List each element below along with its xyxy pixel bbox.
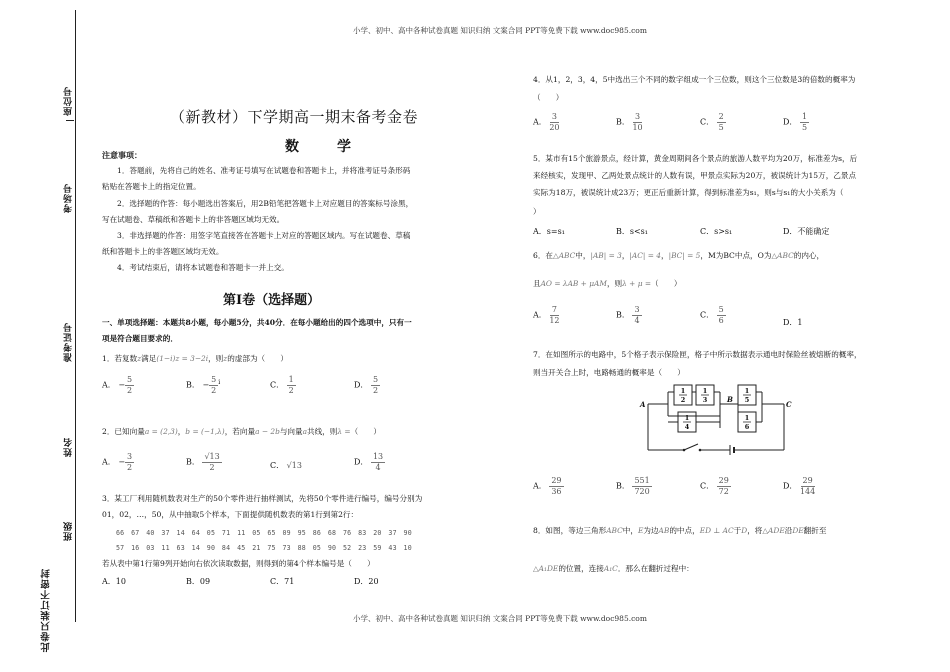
q5-stem: 来经核实，发现甲、乙两处景点统计的人数有误，甲景点实际为20万，被误统计为15万，乙景点 (533, 171, 857, 180)
q4-option-c: C． $\frac{2}{5}$ (700, 112, 724, 132)
random-table-row-2: 57 16 03 11 63 14 90 84 45 21 75 73 88 05 90 52 23 59 43 10 (116, 544, 412, 552)
section-title: 第Ⅰ卷（选择题） (223, 293, 321, 308)
q3-option-d: D．20 (354, 577, 379, 586)
fuse-1-3-num: 1 (702, 387, 708, 395)
page-header: 小学、初中、高中各种试卷真题 知识归纳 文案合同 PPT等免费下载 www.doc985.com (353, 26, 647, 35)
fuse-1-4-num: 1 (684, 414, 690, 422)
part1-instructions: 一、单项选择题：本题共8小题，每小题5分，共40分．在每小题给出的四个选项中，只有一 (102, 318, 412, 327)
q3-option-c: C．71 (270, 577, 295, 586)
q1-option-c: C． $\frac{1}{2}$ (270, 375, 294, 395)
part1-instructions: 项是符合题目要求的． (102, 334, 178, 343)
q6-option-a: A． $\frac{7}{12}$ (533, 305, 560, 325)
q2-option-c: C． √13 (270, 461, 302, 470)
q4-option-d: D． $\frac{1}{5}$ (783, 112, 808, 132)
q2-option-a: A． − $\frac{3}{2}$ (102, 452, 133, 472)
notice-line: 1．答题前，先将自己的姓名、准考证号填写在试题卷和答题卡上，并将准考证号条形码 (117, 166, 411, 175)
fuse-1-2-den: 2 (680, 396, 686, 404)
node-b-label: B (727, 395, 733, 404)
fuse-1-6-num: 1 (744, 414, 750, 422)
q8-stem: 8．如图，等边三角形ABC中，E为边AB的中点，ED ⊥ AC于D，将△ADE沿DE翻折至 (533, 526, 827, 535)
q1-option-a: A． − $\frac{5}{2}$ (102, 375, 133, 395)
q3-option-b: B．09 (186, 577, 211, 586)
subject-title: 数 学 (285, 139, 363, 155)
q5-stem: ） (533, 207, 541, 216)
random-table-row-1: 66 67 40 37 14 64 05 71 11 05 65 09 95 86 68 76 83 20 37 90 (116, 529, 412, 537)
name-label: 姓名 (64, 437, 74, 457)
q1-stem: 1．若复数z满足(1−i)z = 3−2i，则z的虚部为（ ） (102, 354, 288, 363)
q5-option-c: C．s>s₁ (700, 227, 733, 236)
notice-heading: 注意事项： (102, 150, 142, 160)
q5-stem: 5．某市有15个旅游景点，经计算，黄金周期间各个景点的旅游人数平均为20万，标准差为s，后 (533, 154, 858, 163)
notice-line: 4．考试结束后，请将本试题卷和答题卡一并上交。 (117, 263, 289, 272)
node-c-label: C (786, 400, 792, 409)
q5-option-a: A．s=s₁ (533, 227, 565, 236)
q5-option-d: D．不能确定 (783, 227, 830, 236)
fuse-1-6-den: 6 (744, 423, 750, 431)
fuse-1-5-den: 5 (744, 396, 750, 404)
q4-stem: （ ） (533, 93, 564, 102)
q7-option-b: B． $\frac{551}{720}$ (616, 476, 650, 496)
q3-stem: 01，02，…，50，从中抽取5个样本，下面提供随机数表的第1行到第2行： (102, 510, 359, 519)
seal-notice: 此卷只装订不密封 (41, 568, 52, 652)
q7-option-c: C． $\frac{29}{72}$ (700, 476, 729, 496)
q2-stem: 2．已知向量a = (2,3)，b = (−1,λ)，若向量a − 2b与向量a共线，则λ =（ ） (102, 427, 381, 436)
q4-option-b: B． $\frac{3}{10}$ (616, 112, 643, 132)
circuit-diagram (638, 378, 794, 464)
notice-line: 3．非选择题的作答：用签字笔直接答在答题卡上对应的答题区域内。写在试题卷、草稿 (117, 231, 411, 240)
q1-option-b: B． − $\frac{5}{2}$ $^i$ (186, 375, 221, 395)
seat-label: 座位号 (64, 86, 74, 116)
q3-stem: 若从表中第1行第9列开始向右依次读取数据，则得到的第4个样本编号是（ ） (102, 559, 375, 568)
class-label: 班级 (64, 521, 74, 541)
notice-line: 写在试题卷、草稿纸和答题卡上的非答题区域均无效。 (102, 215, 285, 224)
q4-stem: 4．从1，2，3，4，5中选出三个不同的数字组成一个三位数，则这个三位数是3的倍数的概率为 (533, 75, 856, 84)
q7-option-a: A． $\frac{29}{36}$ (533, 476, 562, 496)
q3-option-a: A．10 (102, 577, 126, 586)
q2-option-b: B． $\frac{√13}{2}$ (186, 452, 220, 472)
q6-option-b: B． $\frac{3}{4}$ (616, 305, 640, 325)
q6-option-d: D．1 (783, 318, 803, 327)
q6-stem: 且AO = λAB + μAM，则λ + μ =（ ） (533, 279, 682, 288)
q3-stem: 3．某工厂利用随机数表对生产的50个零件进行抽样测试，先将50个零件进行编号，编号分别为 (102, 494, 423, 503)
notice-line: 粘贴在答题卡上的指定位置。 (102, 182, 201, 191)
fuse-1-2-num: 1 (680, 387, 686, 395)
q1-option-d: D． $\frac{5}{2}$ (354, 375, 379, 395)
fuse-1-4-den: 4 (684, 423, 690, 431)
page-footer: 小学、初中、高中各种试卷真题 知识归纳 文案合同 PPT等免费下载 www.doc985.com (353, 614, 647, 623)
notice-line: 纸和答题卡上的非答题区域均无效。 (102, 247, 224, 256)
q7-stem: 7．在如图所示的电路中，5个格子表示保险匣，格子中所示数据表示通电时保险丝被熔断的概率， (533, 350, 862, 359)
q5-stem: 实际为18万，被误统计成23万；更正后重新计算，得到标准差为s₁，则s与s₁的大小关系为（ (533, 188, 844, 197)
q8-stem: △A₁DE的位置，连接A₁C．那么在翻折过程中： (533, 564, 694, 573)
notice-line: 2．选择题的作答：每小题选出答案后，用2B铅笔把答题卡上对应题目的答案标号涂黑， (117, 199, 414, 208)
seat-underline (66, 120, 74, 121)
q6-stem: 6．在△ABC中，|AB| = 3，|AC| = 4，|BC| = 5，M为BC中点，O为△ABC的内心， (533, 251, 825, 260)
q2-option-d: D． $\frac{13}{4}$ (354, 452, 384, 472)
exam-title: （新教材）下学期高一期末备考金卷 (170, 108, 419, 126)
q7-stem: 则当开关合上时，电路畅通的概率是（ ） (533, 368, 685, 377)
node-a-label: A (640, 400, 646, 409)
binding-line (75, 10, 76, 622)
q6-option-c: C． $\frac{5}{6}$ (700, 305, 724, 325)
q7-option-d: D． $\frac{29}{144}$ (783, 476, 816, 496)
q4-option-a: A． $\frac{3}{20}$ (533, 112, 560, 132)
exam-room-label: 考场号 (64, 183, 74, 213)
ticket-label: 准考证号 (64, 322, 74, 362)
fuse-1-5-num: 1 (744, 387, 750, 395)
q5-option-b: B．s<s₁ (616, 227, 648, 236)
fuse-1-3-den: 3 (702, 396, 708, 404)
